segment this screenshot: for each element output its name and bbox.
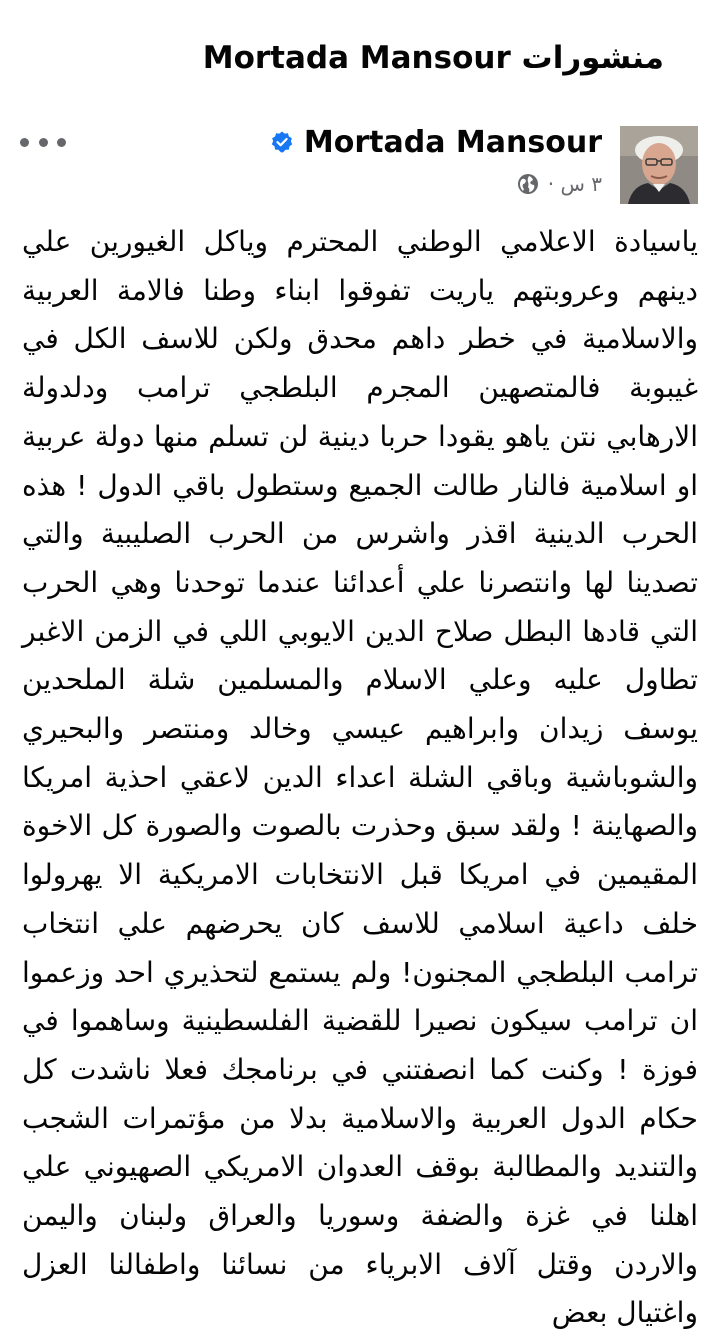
post-text: ياسيادة الاعلامي الوطني المحترم وياكل الغيورين علي دينهم وعروبتهم ياريت تفوقوا ابناء وطنا فالامة العربية والاسلامية في خطر داهم محدق ولكن للاسف الكل في غيبوبة فالمتصهين المجرم البلطجي ترامب ودلدولة الارهابي نتن ياهو يقودا حربا دينية لن تسلم منها دولة عربية او اسلامية فالنار طالت الجميع وستطول باقي الدول ! هذه الحرب الدينية اقذر واشرس من الحرب الصليبية والتي تصدينا لها وانتصرنا علي أعدائنا عندما توحدنا وهي الحرب التي قادها البطل صلاح الدين الايوبي اللي في الزمن الاغبر تطاول عليه وعلي الاسلام والمسلمين شلة الملحدين يوسف زيدان وابراهيم عيسي وخالد ومنتصر والبحيري والشوباشية وباقي الشلة اعداء الدين لاعقي احذية امريكا والصهاينة ! ولقد سبق وحذرت بالصوت والصورة كل الاخوة المقيمين في امريكا قبل الانتخابات الامريكية الا يهرولوا خلف داعية اسلامي للاسف كان يحرضهم علي انتخاب ترامب البلطجي المجنون! ولم يستمع لتحذيري احد وزعموا ان ترامب سيكون نصيرا للقضية الفلسطينية وساهموا في فوزة ! وكنت كما انصفتني في برنامجك فعلا ناشدت كل حكام الدول العربية والاسلامية بدلا من مؤتمرات الشجب والتنديد والمطالبة بوقف العدوان الامريكي الصهيوني علي اهلنا في غزة والضفة وسوريا والعراق ولبنان واليمن والاردن وقتل آلاف الابرياء من نسائنا واطفالنا العزل واغتيال بعض — [22, 225, 698, 1330]
dot — [57, 138, 66, 147]
verified-badge-icon — [270, 130, 294, 154]
post-header — [0, 122, 720, 212]
author-avatar[interactable] — [620, 126, 698, 204]
avatar-photo — [620, 126, 698, 204]
post-meta — [516, 170, 602, 198]
dot — [20, 138, 29, 147]
globe-icon[interactable] — [516, 172, 540, 196]
page-title: منشورات Mortada Mansour — [202, 40, 664, 76]
author-name[interactable]: Mortada Mansour — [303, 124, 602, 160]
dot — [39, 138, 48, 147]
post-timestamp[interactable]: ٣ س · — [547, 172, 602, 196]
more-options-icon[interactable] — [20, 128, 66, 156]
author-row — [270, 122, 602, 162]
